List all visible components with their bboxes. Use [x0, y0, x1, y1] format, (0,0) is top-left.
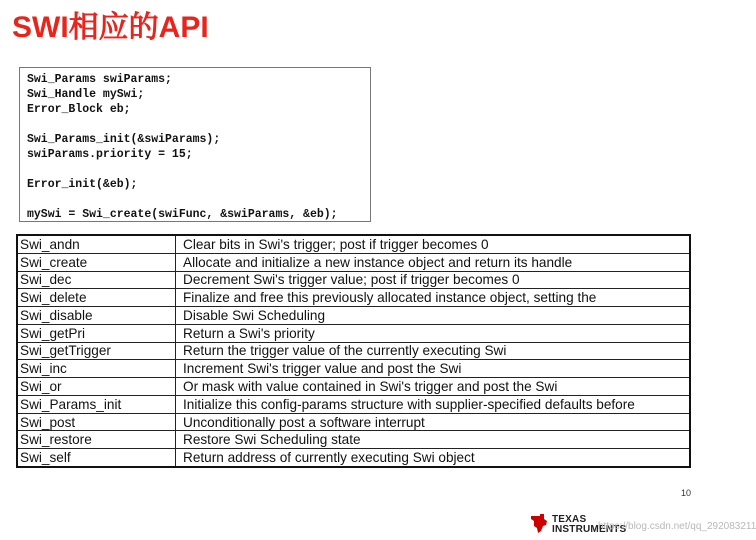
table-row [17, 235, 690, 253]
api-name-cell: Swi_inc [17, 360, 176, 378]
api-name-cell: Swi_disable [17, 307, 176, 325]
api-name-cell: Swi_self [17, 449, 176, 467]
code-line: swiParams.priority = 15; [27, 148, 193, 161]
csdn-watermark: https://blog.csdn.net/qq_292083211 [598, 521, 756, 532]
api-name-cell: Swi_or [17, 378, 176, 396]
ti-wordmark-line: INSTRUMENTS [552, 524, 627, 535]
api-desc-cell: Unconditionally post a software interrupt [176, 413, 691, 431]
ti-wordmark-line: TEXAS [552, 514, 587, 525]
api-desc-cell: Finalize and free this previously allocated instance object, setting the [176, 289, 691, 307]
api-desc-cell: Initialize this config-params structure with supplier-specified defaults before [176, 395, 691, 413]
api-name-cell: Swi_post [17, 413, 176, 431]
table-row [17, 413, 690, 431]
table-row [17, 289, 690, 307]
table-row [17, 395, 690, 413]
api-desc-cell: Restore Swi Scheduling state [176, 431, 691, 449]
api-desc-cell: Increment Swi's trigger value and post the Swi [176, 360, 691, 378]
code-blank-line [27, 192, 370, 207]
api-desc-cell: Allocate and initialize a new instance object and return its handle [176, 253, 691, 271]
api-desc-cell: Decrement Swi's trigger value; post if trigger becomes 0 [176, 271, 691, 289]
code-blank-line [27, 162, 370, 177]
table-row [17, 324, 690, 342]
code-line: Error_Block eb; [27, 103, 131, 116]
api-desc-cell: Return address of currently executing Swi object [176, 449, 691, 467]
api-desc-cell: Return a Swi's priority [176, 324, 691, 342]
table-row [17, 449, 690, 467]
api-name-cell: Swi_andn [17, 235, 176, 253]
api-name-cell: Swi_create [17, 253, 176, 271]
code-line: Error_init(&eb); [27, 178, 138, 191]
slide-title: SWI相应的API [12, 11, 209, 44]
page-number: 10 [681, 488, 692, 498]
code-line: Swi_Params swiParams; [27, 73, 172, 86]
table-row [17, 307, 690, 325]
api-name-cell: Swi_getTrigger [17, 342, 176, 360]
api-desc-cell: Return the trigger value of the currently executing Swi [176, 342, 691, 360]
api-name-cell: Swi_getPri [17, 324, 176, 342]
table-row [17, 360, 690, 378]
api-name-cell: Swi_dec [17, 271, 176, 289]
table-row [17, 378, 690, 396]
table-row [17, 431, 690, 449]
api-desc-cell: Or mask with value contained in Swi's trigger and post the Swi [176, 378, 691, 396]
api-desc-cell: Disable Swi Scheduling [176, 307, 691, 325]
code-line: mySwi = Swi_create(swiFunc, &swiParams, &eb); [27, 208, 338, 221]
api-desc-cell: Clear bits in Swi's trigger; post if trigger becomes 0 [176, 235, 691, 253]
api-table [16, 234, 691, 468]
api-name-cell: Swi_delete [17, 289, 176, 307]
api-name-cell: Swi_restore [17, 431, 176, 449]
table-row [17, 271, 690, 289]
table-row [17, 342, 690, 360]
code-line: Swi_Params_init(&swiParams); [27, 133, 221, 146]
code-line: Swi_Handle mySwi; [27, 88, 145, 101]
code-blank-line [27, 117, 370, 132]
api-name-cell: Swi_Params_init [17, 395, 176, 413]
ti-state-icon [528, 512, 550, 534]
table-row [17, 253, 690, 271]
code-snippet-box [19, 67, 371, 222]
